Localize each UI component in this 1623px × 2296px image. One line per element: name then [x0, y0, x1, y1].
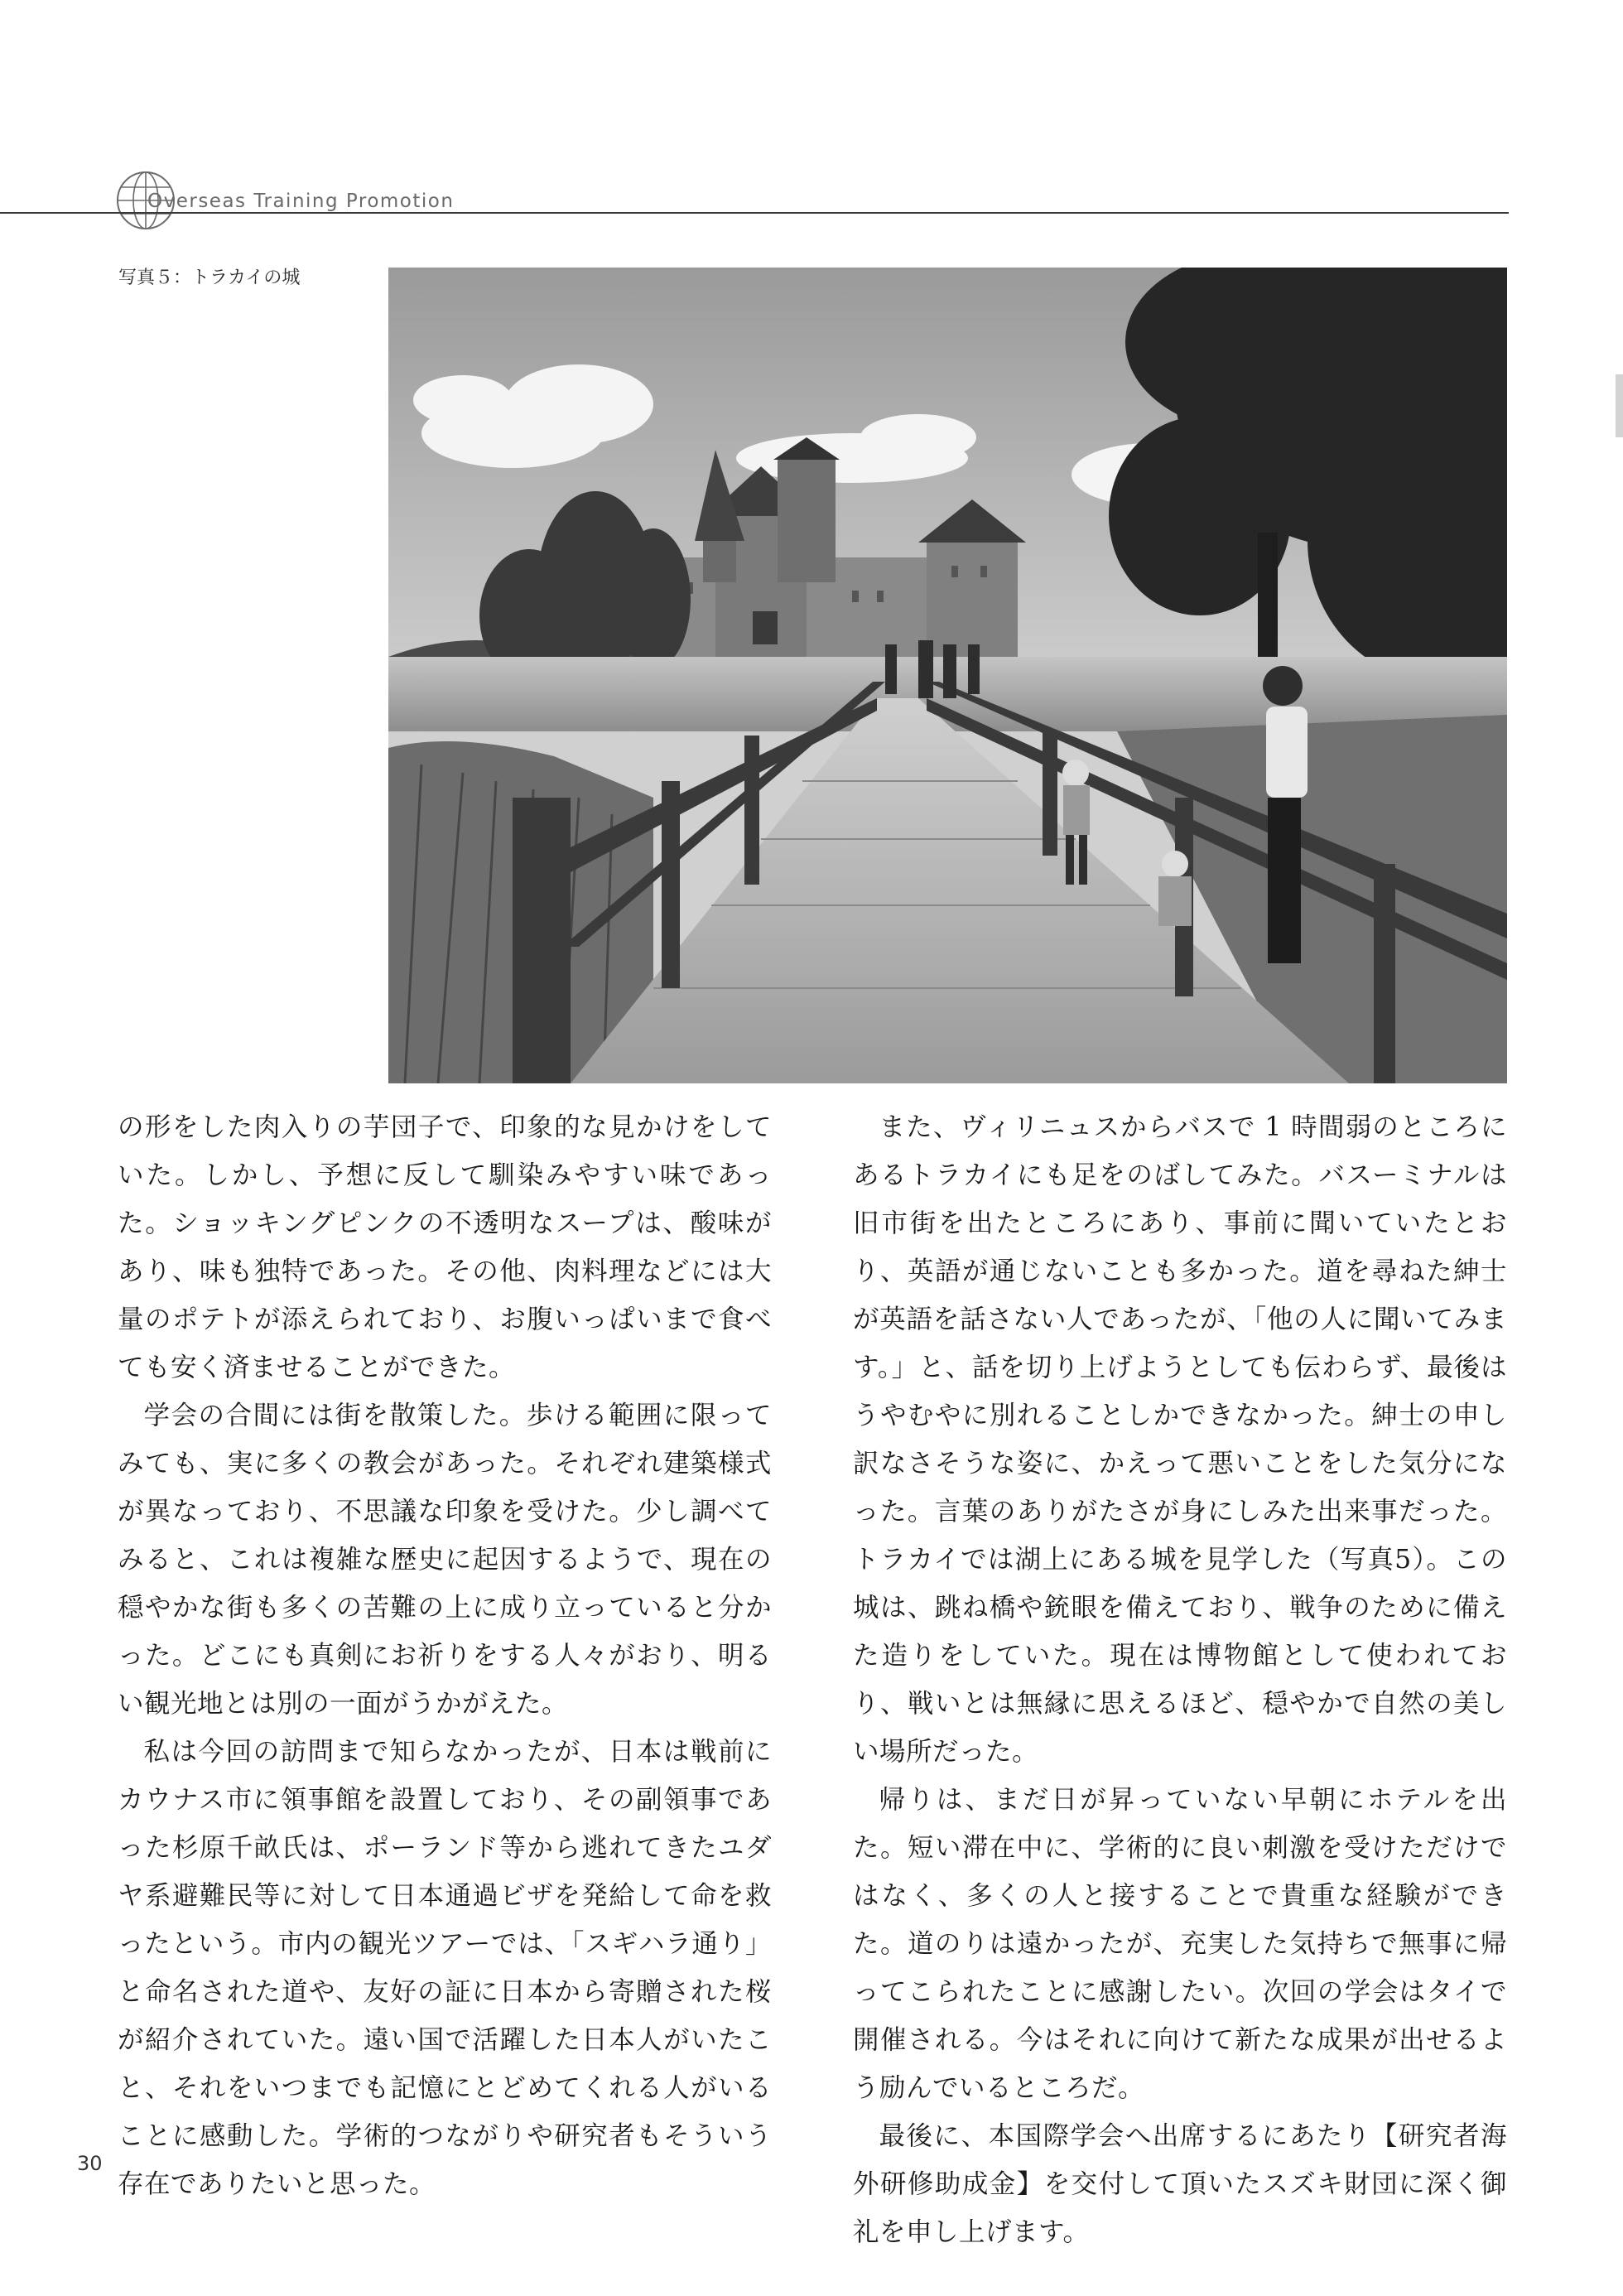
page-header — [0, 0, 1623, 248]
paragraph: 学会の合間には街を散策した。歩ける範囲に限ってみても、実に多くの教会があった。それぞれ建築様式が異なっており、不思議な印象を受けた。少し調べてみると、これは複雑な歴史に起因するようで、現在の穏やかな街も多くの苦難の上に成り立っていると分かった。どこにも真剣にお祈りをする人々がおり、明るい観光地とは別の一面がうかがえた。 — [118, 1401, 772, 1719]
paragraph: また、ヴィリニュスからバスで 1 時間弱のところにあるトラカイにも足をのばしてみた。バスーミナルは旧市街を出たところにあり、事前に聞いていたとおり、英語が通じないことも多かった。道を尋ねた紳士が英語を話さない人であったが、「他の人に聞いてみます。」と、話を切り上げようとしても伝わらず、最後はうやむやに別れることしかできなかった。紳士の申し訳なさそうな姿に、かえって悪いことをした気分になった。言葉のありがたさが身にしみた出来事だった。トラカイでは湖上にある城を見学した（写真5）。この城は、跳ね橋や銃眼を備えており、戦争のために備えた造りをしていた。現在は博物館として使われており、戦いとは無縁に思えるほど、穏やかで自然の美しい場所だった。 — [853, 1112, 1507, 1767]
left-text-column — [118, 1103, 772, 2208]
right-text-column — [853, 1103, 1507, 2256]
trakai-castle-photo — [388, 268, 1507, 1083]
page-edge-tab — [1616, 374, 1623, 437]
paragraph: の形をした肉入りの芋団子で、印象的な見かけをしていた。しかし、予想に反して馴染みやすい味であった。ショッキングピンクの不透明なスープは、酸味があり、味も独特であった。その他、肉料理などには大量のポテトが添えられており、お腹いっぱいまで食べても安く済ませることができた。 — [118, 1112, 772, 1382]
section-label: Overseas Training Promotion — [147, 191, 455, 212]
paragraph: 最後に、本国際学会へ出席するにあたり【研究者海外研修助成金】を交付して頂いたスズキ財団に深く御礼を申し上げます。 — [853, 2121, 1507, 2247]
paragraph: 帰りは、まだ日が昇っていない早朝にホテルを出た。短い滞在中に、学術的に良い刺激を受けただけではなく、多くの人と接することで貴重な経験ができた。道のりは遠かったが、充実した気持ちで無事に帰ってこられたことに感謝したい。次回の学会はタイで開催される。今はそれに向けて新たな成果が出せるよう励んでいるところだ。 — [853, 1785, 1507, 2103]
figure-caption: 写真５：トラカイの城 — [118, 268, 301, 288]
page-number: 30 — [77, 2152, 103, 2175]
paragraph: 私は今回の訪問まで知らなかったが、日本は戦前にカウナス市に領事館を設置しており、その副領事であった杉原千畝氏は、ポーランド等から逃れてきたユダヤ系避難民等に対して日本通過ビザを発給して命を救ったという。市内の観光ツアーでは、「スギハラ通り」と命名された道や、友好の証に日本から寄贈された桜が紹介されていた。遠い国で活躍した日本人がいたこと、それをいつまでも記憶にとどめてくれる人がいることに感動した。学術的つながりや研究者もそういう存在でありたいと思った。 — [118, 1737, 772, 2199]
header-rule — [0, 212, 1509, 214]
